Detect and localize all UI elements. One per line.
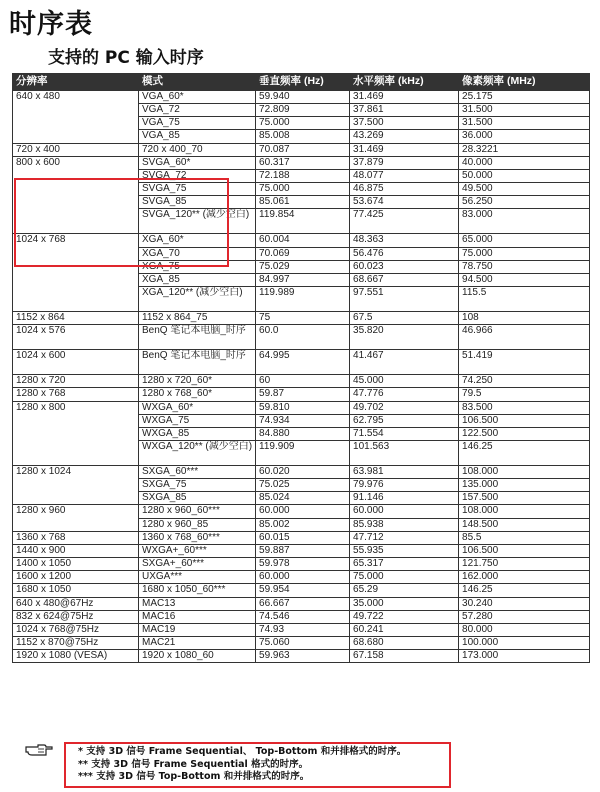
horizontal-frequency-cell: 41.467 (350, 350, 459, 375)
pixel-frequency-cell: 28.3221 (459, 143, 590, 156)
horizontal-frequency-cell: 45.000 (350, 375, 459, 388)
vertical-frequency-cell: 60.020 (256, 465, 350, 478)
pixel-frequency-cell: 74.250 (459, 375, 590, 388)
horizontal-frequency-cell: 68.667 (350, 273, 459, 286)
pixel-frequency-cell: 65.000 (459, 234, 590, 247)
timing-table (12, 73, 590, 663)
highlight-box-800x600 (14, 178, 229, 267)
pixel-frequency-cell: 146.25 (459, 440, 590, 465)
pixel-frequency-cell: 79.5 (459, 388, 590, 401)
table-row (13, 388, 590, 401)
mode-cell: 1360 x 768_60*** (139, 531, 256, 544)
horizontal-frequency-cell: 56.476 (350, 247, 459, 260)
pixel-frequency-cell: 146.25 (459, 584, 590, 597)
mode-cell: MAC19 (139, 623, 256, 636)
pixel-frequency-cell: 121.750 (459, 558, 590, 571)
horizontal-frequency-cell: 60.023 (350, 260, 459, 273)
horizontal-frequency-cell: 53.674 (350, 196, 459, 209)
mode-cell: SVGA_85 (139, 196, 256, 209)
horizontal-frequency-cell: 31.469 (350, 143, 459, 156)
vertical-frequency-cell: 119.989 (256, 287, 350, 312)
mode-cell: XGA_60* (139, 234, 256, 247)
pixel-frequency-cell: 173.000 (459, 650, 590, 663)
vertical-frequency-cell: 84.880 (256, 427, 350, 440)
horizontal-frequency-cell: 47.776 (350, 388, 459, 401)
header-row (13, 74, 590, 91)
horizontal-frequency-cell: 62.795 (350, 414, 459, 427)
table-row (13, 584, 590, 597)
resolution-cell: 1440 x 900 (13, 544, 139, 557)
mode-cell: XGA_70 (139, 247, 256, 260)
pixel-frequency-cell: 106.500 (459, 414, 590, 427)
mode-cell: VGA_85 (139, 130, 256, 143)
pixel-frequency-cell: 51.419 (459, 350, 590, 375)
vertical-frequency-cell: 75.025 (256, 479, 350, 492)
pixel-frequency-cell: 25.175 (459, 91, 590, 104)
resolution-cell: 640 x 480@67Hz (13, 597, 139, 610)
vertical-frequency-cell: 60.000 (256, 571, 350, 584)
mode-cell: UXGA*** (139, 571, 256, 584)
pixel-frequency-cell: 108 (459, 312, 590, 325)
resolution-cell: 640 x 480 (13, 91, 139, 144)
horizontal-frequency-cell: 48.077 (350, 169, 459, 182)
table-row (13, 91, 590, 104)
pixel-frequency-cell: 83.000 (459, 209, 590, 234)
table-row (13, 325, 590, 350)
vertical-frequency-cell: 119.854 (256, 209, 350, 234)
pixel-frequency-cell: 75.000 (459, 247, 590, 260)
pixel-frequency-cell: 106.500 (459, 544, 590, 557)
pixel-frequency-cell: 135.000 (459, 479, 590, 492)
mode-cell: SVGA_75 (139, 183, 256, 196)
horizontal-frequency-cell: 97.551 (350, 287, 459, 312)
header-vertical-frequency: 垂直频率 (Hz) (256, 74, 350, 91)
vertical-frequency-cell: 85.008 (256, 130, 350, 143)
vertical-frequency-cell: 60.0 (256, 325, 350, 350)
resolution-cell: 1400 x 1050 (13, 558, 139, 571)
pixel-frequency-cell: 46.966 (459, 325, 590, 350)
pixel-frequency-cell: 83.500 (459, 401, 590, 414)
pixel-frequency-cell: 148.500 (459, 518, 590, 531)
pixel-frequency-cell: 57.280 (459, 610, 590, 623)
vertical-frequency-cell: 75 (256, 312, 350, 325)
horizontal-frequency-cell: 31.469 (350, 91, 459, 104)
resolution-cell: 1024 x 600 (13, 350, 139, 375)
horizontal-frequency-cell: 79.976 (350, 479, 459, 492)
mode-cell: SVGA_120** (减少空白) (139, 209, 256, 234)
mode-cell: XGA_120** (减少空白) (139, 287, 256, 312)
mode-cell: VGA_75 (139, 117, 256, 130)
horizontal-frequency-cell: 43.269 (350, 130, 459, 143)
table-row (13, 637, 590, 650)
resolution-cell: 1280 x 720 (13, 375, 139, 388)
footnote-3: *** 支持 3D 信号 Top-Bottom 和并排格式的时序。 (78, 771, 310, 782)
resolution-cell: 1280 x 768 (13, 388, 139, 401)
horizontal-frequency-cell: 35.000 (350, 597, 459, 610)
vertical-frequency-cell: 59.954 (256, 584, 350, 597)
vertical-frequency-cell: 75.000 (256, 183, 350, 196)
horizontal-frequency-cell: 60.000 (350, 505, 459, 518)
horizontal-frequency-cell: 46.875 (350, 183, 459, 196)
resolution-cell: 1024 x 576 (13, 325, 139, 350)
table-row (13, 143, 590, 156)
table-row (13, 350, 590, 375)
vertical-frequency-cell: 119.909 (256, 440, 350, 465)
page-title: 时序表 (9, 9, 93, 40)
mode-cell: SXGA_85 (139, 492, 256, 505)
mode-cell: WXGA_120** (减少空白) (139, 440, 256, 465)
table-row (13, 558, 590, 571)
pixel-frequency-cell: 56.250 (459, 196, 590, 209)
horizontal-frequency-cell: 85.938 (350, 518, 459, 531)
horizontal-frequency-cell: 101.563 (350, 440, 459, 465)
table-body (13, 91, 590, 663)
horizontal-frequency-cell: 77.425 (350, 209, 459, 234)
mode-cell: SXGA+_60*** (139, 558, 256, 571)
resolution-cell: 1680 x 1050 (13, 584, 139, 597)
mode-cell: 1280 x 960_60*** (139, 505, 256, 518)
pixel-frequency-cell: 50.000 (459, 169, 590, 182)
horizontal-frequency-cell: 55.935 (350, 544, 459, 557)
horizontal-frequency-cell: 49.722 (350, 610, 459, 623)
mode-cell: WXGA_75 (139, 414, 256, 427)
header-resolution: 分辨率 (13, 74, 139, 91)
mode-cell: XGA_75 (139, 260, 256, 273)
resolution-cell: 1280 x 800 (13, 401, 139, 465)
pixel-frequency-cell: 157.500 (459, 492, 590, 505)
vertical-frequency-cell: 75.029 (256, 260, 350, 273)
table-row (13, 375, 590, 388)
mode-cell: MAC21 (139, 637, 256, 650)
vertical-frequency-cell: 59.963 (256, 650, 350, 663)
mode-cell: XGA_85 (139, 273, 256, 286)
table-row (13, 156, 590, 169)
pixel-frequency-cell: 108.000 (459, 465, 590, 478)
mode-cell: 1280 x 960_85 (139, 518, 256, 531)
header-horizontal-frequency: 水平频率 (kHz) (350, 74, 459, 91)
pixel-frequency-cell: 108.000 (459, 505, 590, 518)
mode-cell: SXGA_75 (139, 479, 256, 492)
pixel-frequency-cell: 85.5 (459, 531, 590, 544)
horizontal-frequency-cell: 37.879 (350, 156, 459, 169)
mode-cell: SVGA_72 (139, 169, 256, 182)
resolution-cell: 1600 x 1200 (13, 571, 139, 584)
pixel-frequency-cell: 31.500 (459, 117, 590, 130)
vertical-frequency-cell: 84.997 (256, 273, 350, 286)
resolution-cell: 1024 x 768 (13, 234, 139, 312)
header-pixel-frequency: 像素频率 (MHz) (459, 74, 590, 91)
mode-cell: VGA_72 (139, 104, 256, 117)
horizontal-frequency-cell: 48.363 (350, 234, 459, 247)
horizontal-frequency-cell: 67.158 (350, 650, 459, 663)
mode-cell: 1920 x 1080_60 (139, 650, 256, 663)
vertical-frequency-cell: 60 (256, 375, 350, 388)
vertical-frequency-cell: 74.546 (256, 610, 350, 623)
mode-cell: WXGA+_60*** (139, 544, 256, 557)
vertical-frequency-cell: 75.060 (256, 637, 350, 650)
horizontal-frequency-cell: 35.820 (350, 325, 459, 350)
vertical-frequency-cell: 64.995 (256, 350, 350, 375)
horizontal-frequency-cell: 75.000 (350, 571, 459, 584)
pixel-frequency-cell: 36.000 (459, 130, 590, 143)
vertical-frequency-cell: 66.667 (256, 597, 350, 610)
mode-cell: 1680 x 1050_60*** (139, 584, 256, 597)
horizontal-frequency-cell: 63.981 (350, 465, 459, 478)
mode-cell: WXGA_85 (139, 427, 256, 440)
mode-cell: SVGA_60* (139, 156, 256, 169)
horizontal-frequency-cell: 37.500 (350, 117, 459, 130)
mode-cell: MAC16 (139, 610, 256, 623)
pointing-hand-icon (24, 743, 54, 757)
vertical-frequency-cell: 59.887 (256, 544, 350, 557)
horizontal-frequency-cell: 37.861 (350, 104, 459, 117)
horizontal-frequency-cell: 67.5 (350, 312, 459, 325)
pixel-frequency-cell: 122.500 (459, 427, 590, 440)
horizontal-frequency-cell: 91.146 (350, 492, 459, 505)
section-subtitle: 支持的 PC 输入时序 (48, 48, 204, 68)
table-row (13, 312, 590, 325)
mode-cell: WXGA_60* (139, 401, 256, 414)
mode-cell: MAC13 (139, 597, 256, 610)
table-row (13, 465, 590, 478)
vertical-frequency-cell: 85.002 (256, 518, 350, 531)
table-header (13, 74, 590, 91)
resolution-cell: 1152 x 864 (13, 312, 139, 325)
mode-cell: 720 x 400_70 (139, 143, 256, 156)
pixel-frequency-cell: 115.5 (459, 287, 590, 312)
mode-cell: 1280 x 768_60* (139, 388, 256, 401)
resolution-cell: 1280 x 1024 (13, 465, 139, 504)
pixel-frequency-cell: 49.500 (459, 183, 590, 196)
table-row (13, 623, 590, 636)
resolution-cell: 1280 x 960 (13, 505, 139, 531)
mode-cell: 1152 x 864_75 (139, 312, 256, 325)
vertical-frequency-cell: 74.934 (256, 414, 350, 427)
mode-cell: 1280 x 720_60* (139, 375, 256, 388)
pixel-frequency-cell: 80.000 (459, 623, 590, 636)
vertical-frequency-cell: 70.069 (256, 247, 350, 260)
vertical-frequency-cell: 60.004 (256, 234, 350, 247)
horizontal-frequency-cell: 60.241 (350, 623, 459, 636)
table-row (13, 531, 590, 544)
vertical-frequency-cell: 59.87 (256, 388, 350, 401)
vertical-frequency-cell: 59.978 (256, 558, 350, 571)
header-mode: 模式 (139, 74, 256, 91)
table-row (13, 650, 590, 663)
vertical-frequency-cell: 85.024 (256, 492, 350, 505)
table-row (13, 401, 590, 414)
table-row (13, 544, 590, 557)
footnote-2: ** 支持 3D 信号 Frame Sequential 格式的时序。 (78, 758, 309, 770)
pixel-frequency-cell: 94.500 (459, 273, 590, 286)
table-row (13, 571, 590, 584)
pixel-frequency-cell: 40.000 (459, 156, 590, 169)
horizontal-frequency-cell: 68.680 (350, 637, 459, 650)
table-row (13, 610, 590, 623)
mode-cell: BenQ 笔记本电脑_时序 (139, 350, 256, 375)
pixel-frequency-cell: 162.000 (459, 571, 590, 584)
resolution-cell: 1360 x 768 (13, 531, 139, 544)
resolution-cell: 720 x 400 (13, 143, 139, 156)
vertical-frequency-cell: 75.000 (256, 117, 350, 130)
horizontal-frequency-cell: 47.712 (350, 531, 459, 544)
resolution-cell: 1920 x 1080 (VESA) (13, 650, 139, 663)
vertical-frequency-cell: 72.809 (256, 104, 350, 117)
resolution-cell: 1152 x 870@75Hz (13, 637, 139, 650)
vertical-frequency-cell: 60.015 (256, 531, 350, 544)
vertical-frequency-cell: 74.93 (256, 623, 350, 636)
footnote-1: * 支持 3D 信号 Frame Sequential、 Top-Bottom 和并排格式的时序。 (78, 746, 407, 757)
table-row (13, 597, 590, 610)
horizontal-frequency-cell: 65.317 (350, 558, 459, 571)
mode-cell: VGA_60* (139, 91, 256, 104)
table-row (13, 505, 590, 518)
mode-cell: BenQ 笔记本电脑_时序 (139, 325, 256, 350)
horizontal-frequency-cell: 71.554 (350, 427, 459, 440)
vertical-frequency-cell: 59.940 (256, 91, 350, 104)
horizontal-frequency-cell: 65.29 (350, 584, 459, 597)
vertical-frequency-cell: 60.317 (256, 156, 350, 169)
mode-cell: SXGA_60*** (139, 465, 256, 478)
vertical-frequency-cell: 72.188 (256, 169, 350, 182)
highlight-box-footnotes (64, 742, 451, 788)
pixel-frequency-cell: 30.240 (459, 597, 590, 610)
horizontal-frequency-cell: 49.702 (350, 401, 459, 414)
pixel-frequency-cell: 31.500 (459, 104, 590, 117)
pixel-frequency-cell: 78.750 (459, 260, 590, 273)
resolution-cell: 832 x 624@75Hz (13, 610, 139, 623)
vertical-frequency-cell: 70.087 (256, 143, 350, 156)
resolution-cell: 800 x 600 (13, 156, 139, 234)
pixel-frequency-cell: 100.000 (459, 637, 590, 650)
resolution-cell: 1024 x 768@75Hz (13, 623, 139, 636)
vertical-frequency-cell: 59.810 (256, 401, 350, 414)
vertical-frequency-cell: 60.000 (256, 505, 350, 518)
vertical-frequency-cell: 85.061 (256, 196, 350, 209)
